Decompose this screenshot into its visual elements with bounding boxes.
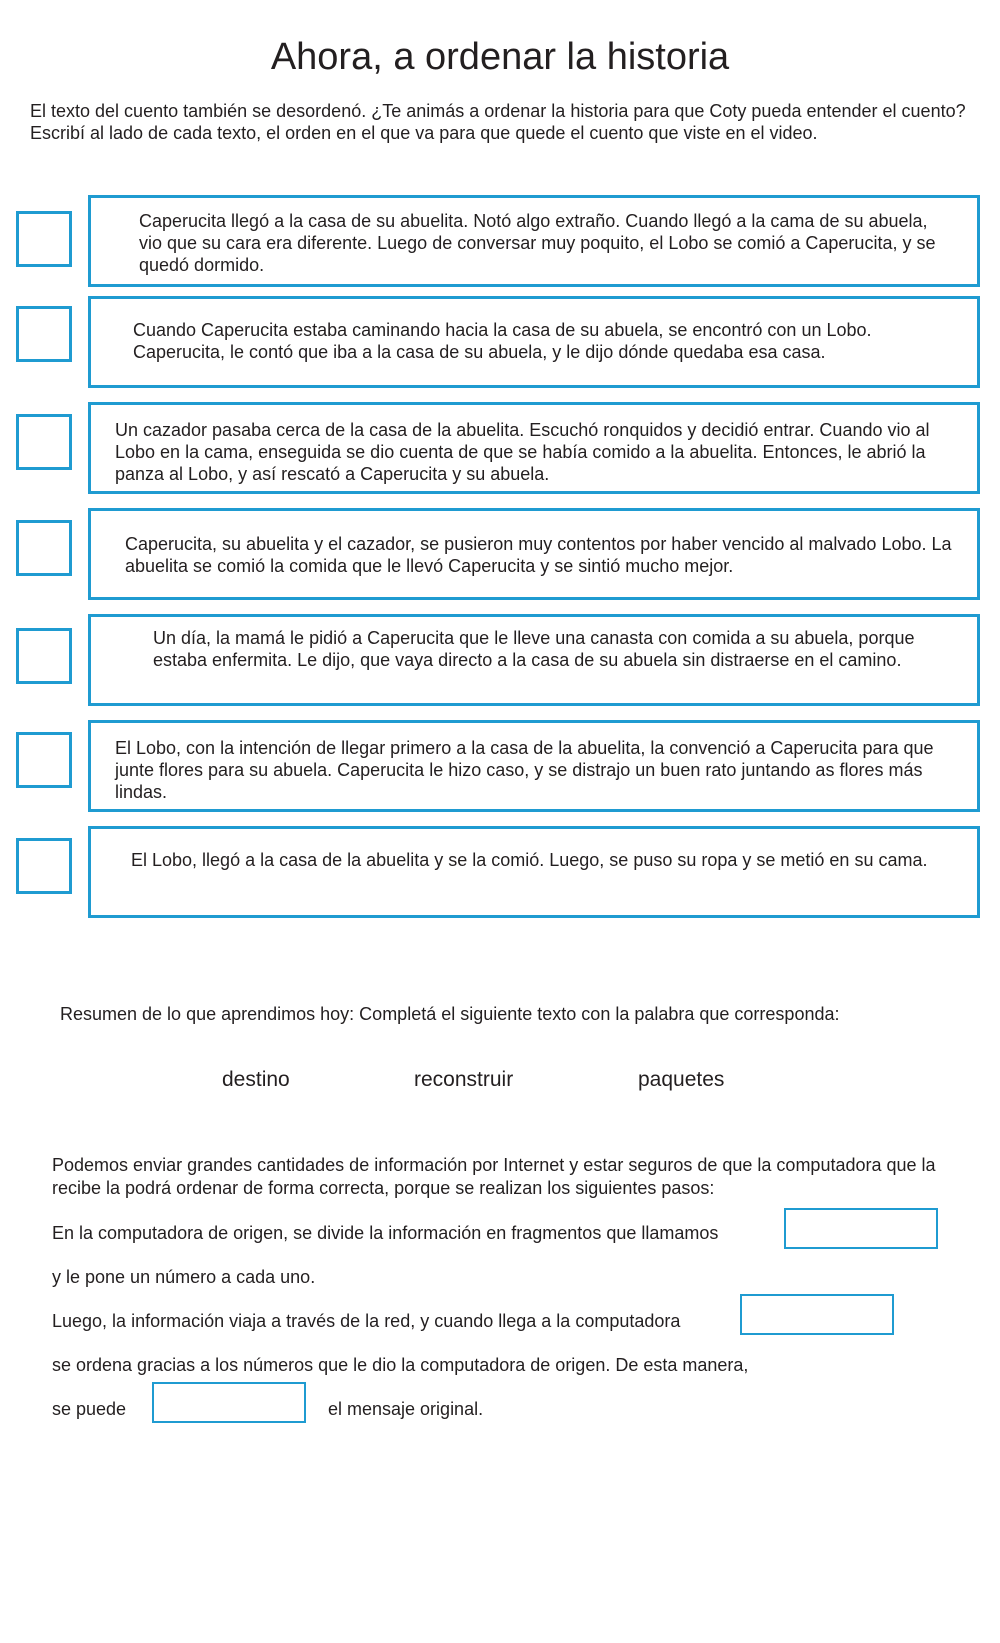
order-number-input[interactable] — [16, 838, 72, 894]
order-number-input[interactable] — [16, 520, 72, 576]
summary-line: se puede — [52, 1399, 127, 1419]
summary-paragraph: Podemos enviar grandes cantidades de información por Internet y estar seguros de que la computadora que la recibe la podrá ordenar de forma correcta, porque se realizan los siguientes pasos: — [52, 1155, 936, 1198]
word-option: reconstruir — [414, 1068, 514, 1091]
answer-blank-1[interactable] — [784, 1208, 938, 1249]
story-row — [0, 720, 1000, 812]
story-text: Cuando Caperucita estaba caminando hacia la casa de su abuela, se encontró con un Lobo. Caperucita, le contó que iba a la casa de su abuela, y le dijo dónde quedaba esa casa. — [133, 320, 872, 362]
story-text-box — [88, 296, 980, 388]
story-text: Un cazador pasaba cerca de la casa de la abuelita. Escuchó ronquidos y decidió entrar. Cuando vio al Lobo en la cama, enseguida se dio cuenta de que se había comido a la abuelita. Entonces, le abrió la panza al Lobo, y así rescató a Caperucita y su abuela. — [115, 420, 930, 484]
story-row — [0, 195, 1000, 287]
story-text: Un día, la mamá le pidió a Caperucita que le lleve una canasta con comida a su abuela, porque estaba enfermita. Le dijo, que vaya directo a la casa de su abuela sin distraerse en el camino. — [153, 628, 915, 670]
word-option: paquetes — [638, 1068, 725, 1091]
story-text-box — [88, 614, 980, 706]
story-text-box — [88, 195, 980, 287]
order-number-input[interactable] — [16, 628, 72, 684]
summary-heading: Resumen de lo que aprendimos hoy: Completá el siguiente texto con la palabra que corresponda: — [60, 1004, 840, 1024]
instructions-text: El texto del cuento también se desordenó. ¿Te animás a ordenar la historia para que Coty pueda entender el cuento? Escribí al lado de cada texto, el orden en el que va para que quede el cuento que viste en el video. — [30, 101, 966, 143]
story-row — [0, 826, 1000, 918]
summary-line: se ordena gracias a los números que le dio la computadora de origen. De esta manera, — [52, 1355, 749, 1375]
summary-line: Luego, la información viaja a través de la red, y cuando llega a la computadora — [52, 1311, 681, 1331]
order-number-input[interactable] — [16, 211, 72, 267]
story-row — [0, 402, 1000, 494]
story-text: El Lobo, llegó a la casa de la abuelita y se la comió. Luego, se puso su ropa y se metió en su cama. — [131, 850, 928, 870]
summary-line: En la computadora de origen, se divide la información en fragmentos que llamamos — [52, 1223, 719, 1243]
story-text: El Lobo, con la intención de llegar primero a la casa de la abuelita, la convenció a Caperucita para que junte flores para su abuela. Caperucita le hizo caso, y se distrajo un buen rato juntando as flores más lindas. — [115, 738, 934, 802]
story-text-box — [88, 508, 980, 600]
word-option: destino — [222, 1068, 290, 1091]
story-row — [0, 508, 1000, 600]
page-title: Ahora, a ordenar la historia — [270, 36, 730, 78]
order-number-input[interactable] — [16, 414, 72, 470]
story-text-box — [88, 402, 980, 494]
story-text-box — [88, 720, 980, 812]
answer-blank-2[interactable] — [740, 1294, 894, 1335]
story-text: Caperucita llegó a la casa de su abuelita. Notó algo extraño. Cuando llegó a la cama de su abuela, vio que su cara era diferente. Luego de conversar muy poquito, el Lobo se comió a Caperucita, y se quedó dormido. — [139, 211, 936, 275]
summary-line: y le pone un número a cada uno. — [52, 1267, 316, 1287]
order-number-input[interactable] — [16, 306, 72, 362]
story-row — [0, 296, 1000, 388]
story-row — [0, 614, 1000, 706]
order-number-input[interactable] — [16, 732, 72, 788]
story-text-box — [88, 826, 980, 918]
answer-blank-3[interactable] — [152, 1382, 306, 1423]
summary-line: el mensaje original. — [328, 1399, 484, 1419]
story-text: Caperucita, su abuelita y el cazador, se pusieron muy contentos por haber vencido al malvado Lobo. La abuelita se comió la comida que le llevó Caperucita y se sintió mucho mejor. — [125, 534, 952, 576]
